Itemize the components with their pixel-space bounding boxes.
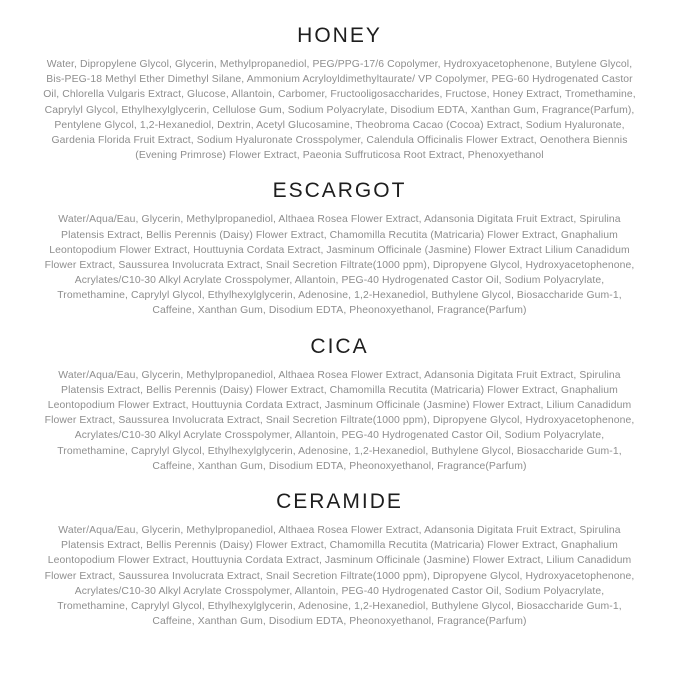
ingredient-list-honey: Water, Dipropylene Glycol, Glycerin, Methylpropanediol, PEG/PPG-17/6 Copolymer, Hydroxyacetophenone, Butylene Glycol, Bis-PEG-18 Methyl Ether Dimethyl Silane, Ammonium Acryloyldimethyltaurate/ VP Copolymer, PEG-60 Hydrogenated Castor Oil, Chlorella Vulgaris Extract, Glucose, Allantoin, Carbomer, Fructooligosaccharides, Fructose, Honey Extract, Tromethamine, Caprylyl Glycol, Ethylhexylglycerin, Cellulose Gum, Sodium Polyacrylate, Disodium EDTA, Xanthan Gum, Fragrance(Parfum), Pentylene Glycol, 1,2-Hexanediol, Dextrin, Acetyl Glucosamine, Theobroma Cacao (Cocoa) Extract, Sodium Hyaluronate, Gardenia Florida Fruit Extract, Sodium Hyaluronate Crosspolymer, Calendula Officinalis Flower Extract, Oenothera Biennis (Evening Primrose) Flower Extract, Paeonia Suffruticosa Root Extract, Phenoxyethanol: [43, 59, 636, 162]
section-ceramide: [30, 490, 649, 629]
product-title-honey: HONEY: [297, 24, 382, 47]
section-escargot: [30, 179, 649, 318]
product-title-cica: CICA: [310, 334, 369, 358]
product-title-escargot: ESCARGOT: [272, 179, 407, 203]
ingredient-list-cica: Water/Aqua/Eau, Glycerin, Methylpropanediol, Althaea Rosea Flower Extract, Adansonia Digitata Fruit Extract, Spirulina Platensis Extract, Bellis Perennis (Daisy) Flower Extract, Chamomilla Recutita (Matricaria) Flower Extract, Gnaphalium Leontopodium Flower Extract, Houttuynia Cordata Extract, Jasminum Officinale (Jasmine) Flower Extract, Lilium Canadidum Flower Extract, Saussurea Involucrata Extract, Snail Secretion Filtrate(1000 ppm), Dipropyene Glycol, Hydroxyacetophenone, Acrylates/C10-30 Alkyl Acrylate Crosspolymer, Allantoin, PEG-40 Hydrogenated Castor Oil, Sodium Polyacrylate, Tromethamine, Caprylyl Glycol, Ethylhexylglycerin, Adenosine, 1,2-Hexanediol, Buthylene Glycol, Biosaccharide Gum-1, Caffeine, Xanthan Gum, Disodium EDTA, Pheonoxyethanol, Fragrance(Parfum): [44, 369, 635, 472]
section-cica: [30, 335, 649, 474]
section-honey: [30, 24, 649, 163]
product-title-ceramide: CERAMIDE: [276, 489, 403, 513]
ingredient-list-ceramide: Water/Aqua/Eau, Glycerin, Methylpropanediol, Althaea Rosea Flower Extract, Adansonia Digitata Fruit Extract, Spirulina Platensis Extract, Bellis Perennis (Daisy) Flower Extract, Chamomilla Recutita (Matricaria) Flower Extract, Gnaphalium Leontopodium Flower Extract, Houttuynia Cordata Extract, Jasminum Officinale (Jasmine) Flower Extract, Lilium Canadidum Flower Extract, Saussurea Involucrata Extract, Snail Secretion Filtrate(1000 ppm), Dipropyene Glycol, Hydroxyacetophenone, Acrylates/C10-30 Alkyl Acrylate Crosspolymer, Allantoin, PEG-40 Hydrogenated Castor Oil, Sodium Polyacrylate, Tromethamine, Caprylyl Glycol, Ethylhexylglycerin, Adenosine, 1,2-Hexanediol, Buthylene Glycol, Biosaccharide Gum-1, Caffeine, Xanthan Gum, Disodium EDTA, Pheonoxyethanol, Fragrance(Parfum): [44, 524, 635, 628]
ingredient-list-escargot: Water/Aqua/Eau, Glycerin, Methylpropanediol, Althaea Rosea Flower Extract, Adansonia Digitata Fruit Extract, Spirulina Platensis Extract, Bellis Perennis (Daisy) Flower Extract, Chamomilla Recutita (Matricaria) Flower Extract, Gnaphalium Leontopodium Flower Extract, Houttuynia Cordata Extract, Jasminum Officinale (Jasmine) Flower Extract Lilium Canadidum Flower Extract, Saussurea Involucrata Extract, Snail Secretion Filtrate(1000 ppm), Dipropyene Glycol, Hydroxyacetophenone, Acrylates/C10-30 Alkyl Acrylate Crosspolymer, Allantoin, PEG-40 Hydrogenated Castor Oil, Sodium Polyacrylate, Tromethamine, Caprylyl Glycol, Ethylhexylglycerin, Adenosine, 1,2-Hexanediol, Buthylene Glycol, Biosaccharide Gum-1, Caffeine, Xanthan Gum, Disodium EDTA, Pheonoxyethanol, Fragrance(Parfum): [44, 214, 635, 317]
